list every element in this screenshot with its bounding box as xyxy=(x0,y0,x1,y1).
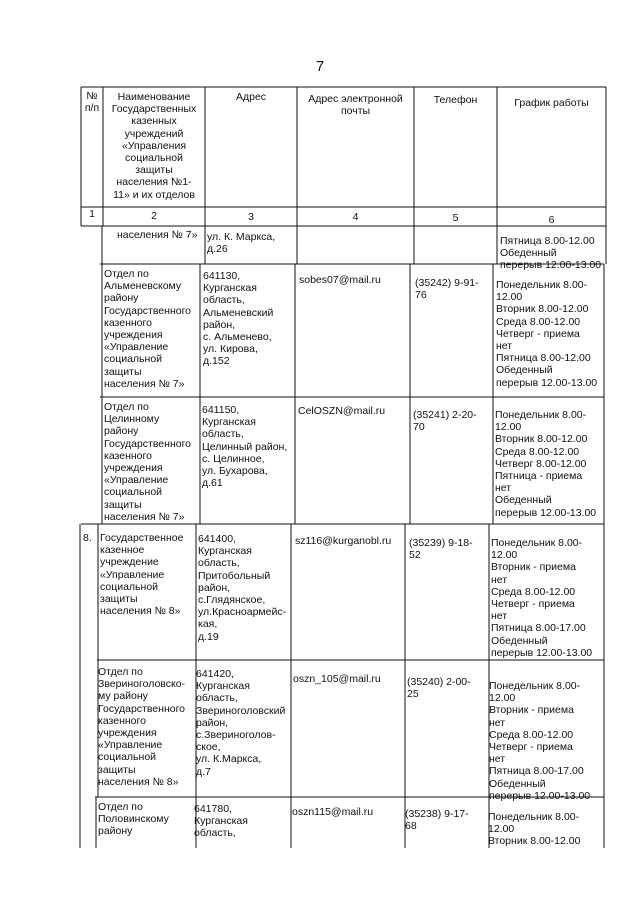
row-2-address: 641150, Курганская область, Целинный район, с. Целинное, ул. Бухарова, д.61 xyxy=(202,404,288,490)
row-5-name: Отдел по Половинскому району xyxy=(98,801,169,838)
row-1-address: 641130, Курганская область, Альменевский район, с. Альменево, ул. Кирова, д.152 xyxy=(203,270,274,368)
row-2-phone: (35241) 2-20- 70 xyxy=(413,409,477,434)
row-3-num: 8. xyxy=(83,532,92,544)
header-name: Наименование Государственных казенных учреждений «Управления социальной защиты населения №1- 11» и их отделов xyxy=(111,91,197,201)
header-phone: Телефон xyxy=(433,94,478,106)
col-number-3: 3 xyxy=(248,211,254,223)
header-num: № п/п xyxy=(84,90,100,115)
row-2-email: CelOSZN@mail.ru xyxy=(298,405,386,417)
row-4-email: oszn_105@mail.ru xyxy=(293,673,381,685)
row-4-address: 641420, Курганская область, Звериноголовский район, с.Звериноголов- ское, ул. К.Маркса, д.7 xyxy=(196,668,286,778)
col-number-2: 2 xyxy=(151,210,157,222)
row-2-schedule: Понедельник 8.00- 12.00 Вторник 8.00-12.00 Среда 8.00-12.00 Четверг 8.00-12.00 Пятница - приема нет Обеденный перерыв 12.00-13.00 xyxy=(495,409,597,519)
row-1-email: sobes07@mail.ru xyxy=(299,274,381,286)
col-number-5: 5 xyxy=(452,212,459,224)
row-1-phone: (35242) 9-91- 76 xyxy=(415,277,479,302)
col-number-4: 4 xyxy=(352,211,359,223)
row-3-name: Государственное казенное учреждение «Управление социальной защиты населения № 8» xyxy=(100,532,184,618)
row-5-schedule: Понедельник 8.00- 12.00 Вторник 8.00-12.00 xyxy=(488,811,581,848)
row-3-email: sz116@kurganobl.ru xyxy=(295,535,392,547)
row-1-schedule: Понедельник 8.00- 12.00 Вторник 8.00-12.00 Среда 8.00-12.00 Четверг - приема нет Пятница 8.00-12.00 Обеденный перерыв 12.00-13.00 xyxy=(496,279,598,389)
header-email: Адрес электронной почты xyxy=(308,93,403,118)
row-3-schedule: Понедельник 8.00- 12.00 Вторник - приема нет Среда 8.00-12.00 Четверг - приема нет Пятница 8.00-17.00 Обеденный перерыв 12.00-13.00 xyxy=(491,537,593,659)
row-2-name: Отдел по Целинному району Государственного казенного учреждения «Управление социальной защиты населения № 7» xyxy=(104,401,192,523)
header-address: Адрес xyxy=(235,91,267,103)
header-schedule: График работы xyxy=(514,97,589,109)
row-4-name: Отдел по Звериноголовско- му району Государственного казенного учреждения «Управление социальной защиты населения № 8» xyxy=(98,666,186,788)
row-5-email: oszn115@mail.ru xyxy=(292,806,374,818)
col-number-6: 6 xyxy=(548,214,555,226)
row-0-address: ул. К. Маркса, д.26 xyxy=(207,231,276,256)
row-3-phone: (35239) 9-18- 52 xyxy=(409,537,473,562)
row-0-name: населения № 7» xyxy=(117,229,198,241)
col-number-1: 1 xyxy=(89,208,95,220)
row-3-address: 641400, Курганская область, Притобольный район, с.Глядянское, ул.Красноармейс- кая, д.19 xyxy=(198,533,287,643)
row-4-schedule: Понедельник 8.00- 12.00 Вторник - приема нет Среда 8.00-12.00 Четверг - приема нет Пятница 8.00-17.00 Обеденный перерыв 12.00-13.00 xyxy=(489,680,591,802)
row-4-phone: (35240) 2-00- 25 xyxy=(407,676,471,701)
row-1-name: Отдел по Альменевскому району Государственного казенного учреждения «Управление социальной защиты населения № 7» xyxy=(104,268,192,390)
row-5-phone: (35238) 9-17- 68 xyxy=(405,808,469,833)
page-number: 7 xyxy=(315,58,325,75)
row-5-address: 641780, Курганская область, xyxy=(194,803,248,840)
row-0-schedule: Пятница 8.00-12.00 Обеденный перерыв 12.00-13.00 xyxy=(500,235,602,272)
